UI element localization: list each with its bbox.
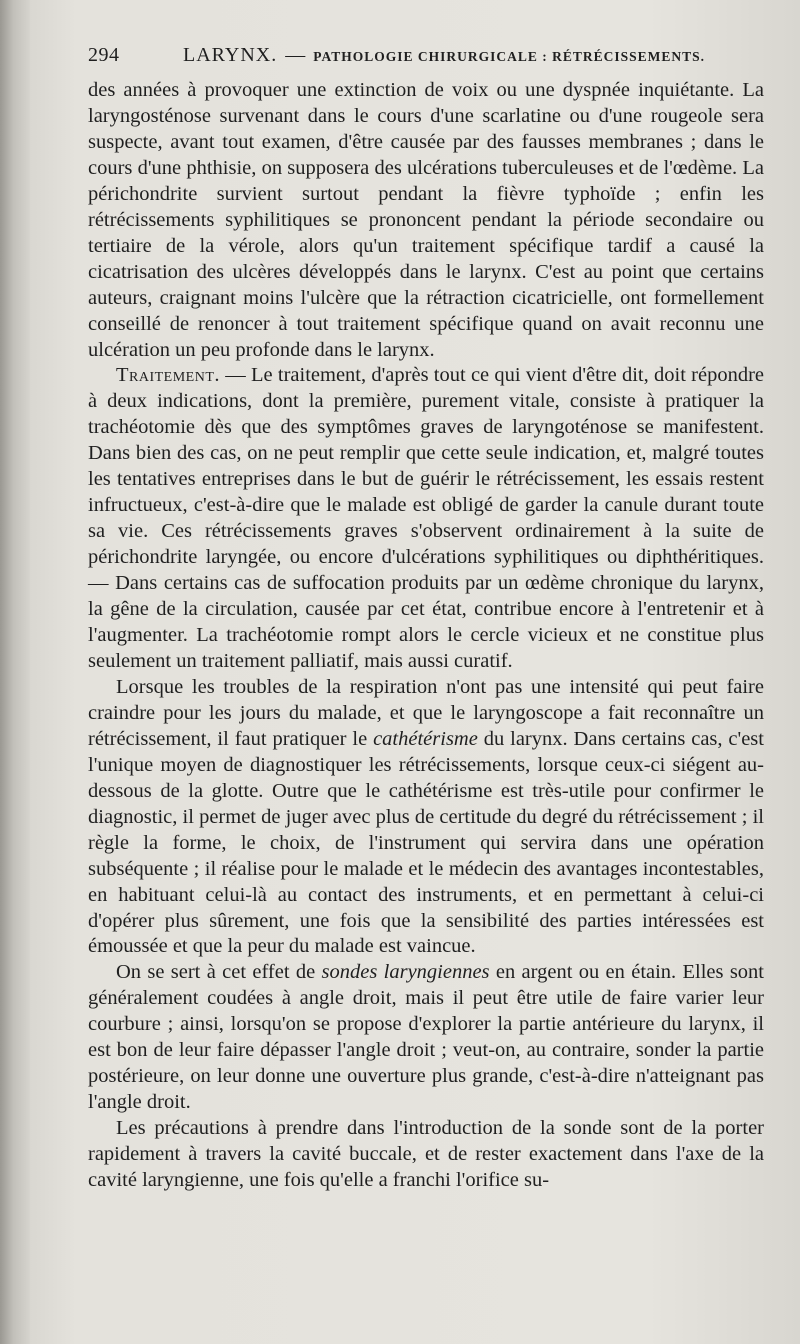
paragraph-precautions-text: Les précautions à prendre dans l'introduction de la sonde sont de la porter rapidement à travers la cavité buccale, et de rester exactement dans l'axe de la cavité laryngienne, une fois qu'elle a franchi l'orifice su- xyxy=(88,1117,764,1192)
paragraph-catheterisme-before: Lorsque les troubles de la respiration n'ont pas une intensité qui peut faire craindre pour les jours du malade, et que le laryngoscope a fait reconnaître un rétrécissement, il faut pratiquer le xyxy=(88,675,764,750)
term-catheterisme: cathétérisme xyxy=(373,727,478,750)
page-header xyxy=(88,44,788,72)
book-binding-shadow xyxy=(0,0,30,1344)
body-text xyxy=(88,78,764,1194)
paragraph-1 xyxy=(88,78,764,363)
paragraph-precautions xyxy=(88,1116,764,1194)
paragraph-traitement xyxy=(88,363,764,674)
running-head-dash: — xyxy=(285,44,306,66)
running-head-topic: PATHOLOGIE CHIRURGICALE : RÉTRÉCISSEMENTS. xyxy=(313,49,706,64)
running-head-chapter: LARYNX. xyxy=(183,44,278,66)
section-lead-traitement: Traitement. xyxy=(116,364,221,387)
paragraph-1-text: des années à provoquer une extinction de voix ou une dyspnée inquiétante. La laryngosténose survenant dans le cours d'une scarlatine ou d'une rougeole sera suspecte, avant tout examen, d'être causée par des fausses membranes ; dans le cours d'une phthisie, on supposera des ulcérations tuberculeuses et de l'œdème. La périchondrite survient surtout pendant la fièvre typhoïde ; enfin les rétrécissements syphilitiques se prononcent pendant la période secondaire ou tertiaire de la vérole, alors qu'un traitement spécifique tardif a causé la cicatrisation des ulcères développés dans le larynx. C'est au point que certains auteurs, craignant moins l'ulcère que la rétraction cicatricielle, ont formellement conseillé de renoncer à tout traitement spécifique quand on avait reconnu une ulcération un peu profonde dans le larynx. xyxy=(88,79,764,361)
paragraph-catheterisme-after: du larynx. Dans certains cas, c'est l'unique moyen de diagnostiquer les rétrécissements, lorsque ceux-ci siégent au-dessous de la glotte. Outre que le cathétérisme est très-utile pour confirmer le diagnostic, il permet de juger avec plus de certitude du degré du rétrécissement ; il règle la forme, le choix, de l'instrument qui servira dans une opération subséquente ; il réalise pour le malade et le médecin des avantages incontestables, en habituant celui-là au contact des instruments, et en permettant à celui-ci d'opérer plus sûrement, une fois que la sensibilité des parties intéressées est émoussée et que la peur du malade est vaincue. xyxy=(88,727,764,958)
running-head xyxy=(183,44,705,67)
paragraph-catheterisme xyxy=(88,675,764,960)
page-number: 294 xyxy=(88,44,120,66)
paragraph-sondes xyxy=(88,960,764,1116)
term-sondes-laryngiennes: sondes laryngiennes xyxy=(321,961,490,984)
paragraph-sondes-before: On se sert à cet effet de xyxy=(116,961,322,984)
paragraph-sondes-after: en argent ou en étain. Elles sont généralement coudées à angle droit, mais il peut être utile de faire varier leur courbure ; ainsi, lorsqu'on se propose d'explorer la partie antérieure du larynx, il est bon de leur faire dépasser l'angle droit ; veut-on, au contraire, sonder la partie postérieure, on leur donne une ouverture plus grande, c'est-à-dire n'atteignant pas l'angle droit. xyxy=(88,961,764,1114)
paragraph-traitement-text: — Le traitement, d'après tout ce qui vient d'être dit, doit répondre à deux indications, dont la première, purement vitale, consiste à pratiquer la trachéotomie dès que des symptômes graves de laryngoténose se manifestent. Dans bien des cas, on ne peut remplir que cette seule indication, et, malgré toutes les tentatives entreprises dans le but de guérir le rétrécissement, les essais restent infructueux, c'est-à-dire que le malade est obligé de garder la canule durant toute sa vie. Ces rétrécissements graves s'observent ordinairement à la suite de périchondrite laryngée, ou encore d'ulcérations syphilitiques ou diphthéritiques. — Dans certains cas de suffocation produits par un œdème chronique du larynx, la gêne de la circulation, causée par cet état, contribue encore à l'entretenir et à l'augmenter. La trachéotomie rompt alors le cercle vicieux et ne constitue plus seulement un traitement palliatif, mais aussi curatif. xyxy=(88,364,764,672)
